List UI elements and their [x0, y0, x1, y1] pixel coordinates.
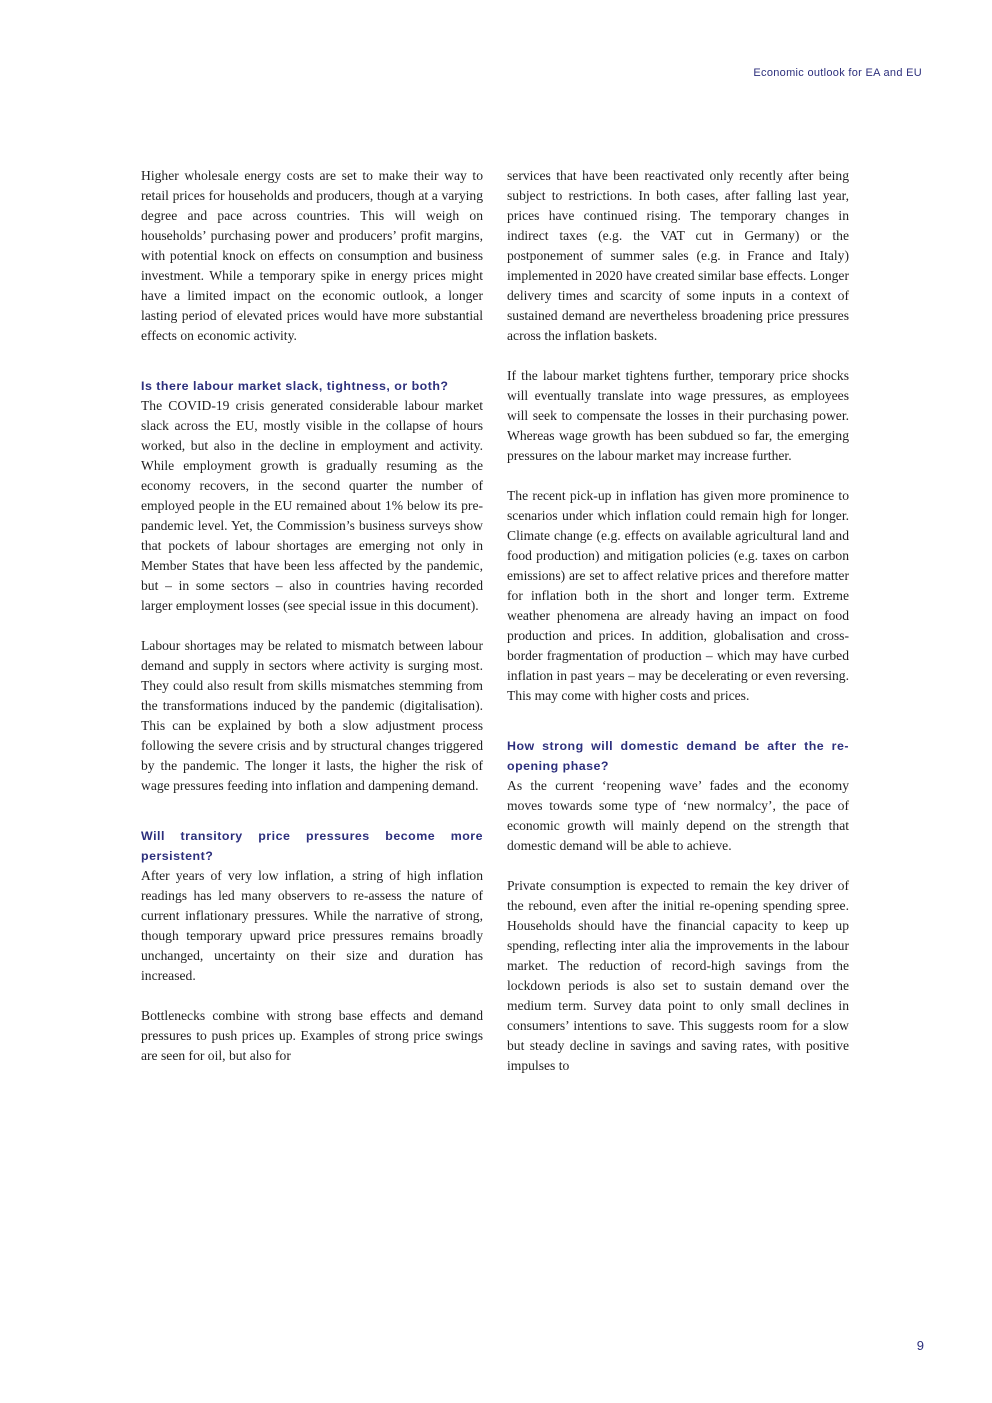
paragraph: Higher wholesale energy costs are set to make their way to retail prices for households and producers, though at a varying degree and pace across countries. This will weigh on households’ purchasing power and producers’ profit margins, with potential knock on effects on consumption and business investment. While a temporary spike in energy prices might have a limited impact on the economic outlook, a longer lasting period of elevated prices would have more substantial effects on economic activity.: [141, 168, 483, 343]
paragraph: Bottlenecks combine with strong base effects and demand pressures to push prices up. Examples of strong price swings are seen for oil, but also for: [141, 1008, 483, 1063]
paragraph: If the labour market tightens further, temporary price shocks will eventually translate into wage pressures, as employees will seek to compensate the losses in their purchasing power. Whereas wage growth has been subdued so far, the emerging pressures on the labour market may increase further.: [507, 368, 849, 463]
section-heading: How strong will domestic demand be after the re-opening phase?: [507, 739, 849, 773]
running-header: Economic outlook for EA and EU: [753, 67, 922, 79]
page-number: 9: [916, 1338, 924, 1353]
paragraph: services that have been reactivated only recently after being subject to restrictions. In both cases, after falling last year, prices have continued rising. The temporary changes in indirect taxes (e.g. the VAT cut in Germany) or the postponement of summer sales (e.g. in France and Italy) implemented in 2020 have created similar base effects. Longer delivery times and scarcity of some inputs in a context of sustained demand are nevertheless broadening price pressures across the inflation baskets.: [507, 168, 849, 343]
paragraph: The COVID-19 crisis generated considerable labour market slack across the EU, mostly visible in the collapse of hours worked, but also in the decline in employment and activity. While employment growth is gradually resuming as the economy recovers, in the second quarter the number of employed people in the EU remained about 1% below its pre-pandemic level. Yet, the Commission’s business surveys show that pockets of labour shortages are emerging not only in Member States that have been less affected by the pandemic, but – in some sectors – also in countries having recorded larger employment losses (see special issue in this document).: [141, 398, 483, 613]
section-heading: Is there labour market slack, tightness, or both?: [141, 379, 449, 393]
left-column: [141, 166, 483, 1086]
paragraph: Labour shortages may be related to mismatch between labour demand and supply in sectors where activity is surging most. They could also result from skills mismatches stemming from the transformations induced by the pandemic (digitalisation). This can be explained by both a slow adjustment process following the severe crisis and by structural changes triggered by the pandemic. The longer it lasts, the higher the risk of wage pressures feeding into inflation and dampening demand.: [141, 638, 483, 793]
paragraph: As the current ‘reopening wave’ fades and the economy moves towards some type of ‘new normalcy’, the pace of economic growth will mainly depend on the strength that domestic demand will be able to achieve.: [507, 778, 849, 853]
paragraph: The recent pick-up in inflation has given more prominence to scenarios under which inflation could remain high for longer. Climate change (e.g. effects on available agricultural land and food production) and mitigation policies (e.g. taxes on carbon emissions) are set to affect relative prices and therefore matter for inflation both in the short and longer term. Extreme weather phenomena are already having an impact on food production and prices. In addition, globalisation and cross-border fragmentation of production – which may have curbed inflation in past years – may be decelerating or even reversing. This may come with higher costs and prices.: [507, 488, 849, 703]
section-heading: Will transitory price pressures become more persistent?: [141, 829, 483, 863]
paragraph: Private consumption is expected to remain the key driver of the rebound, even after the initial re-opening spending spree. Households should have the financial capacity to keep up spending, reflecting inter alia the improvements in the labour market. The reduction of record-high savings from the lockdown periods is also set to sustain demand over the medium term. Survey data point to only small declines in consumers’ intentions to save. This suggests room for a slow but steady decline in savings and saving rates, with positive impulses to: [507, 878, 849, 1073]
paragraph: After years of very low inflation, a string of high inflation readings has led many observers to re-assess the nature of current inflationary pressures. While the narrative of strong, though temporary upward price pressures remains broadly unchanged, uncertainty on their size and duration has increased.: [141, 868, 483, 983]
right-column: [507, 166, 849, 1096]
